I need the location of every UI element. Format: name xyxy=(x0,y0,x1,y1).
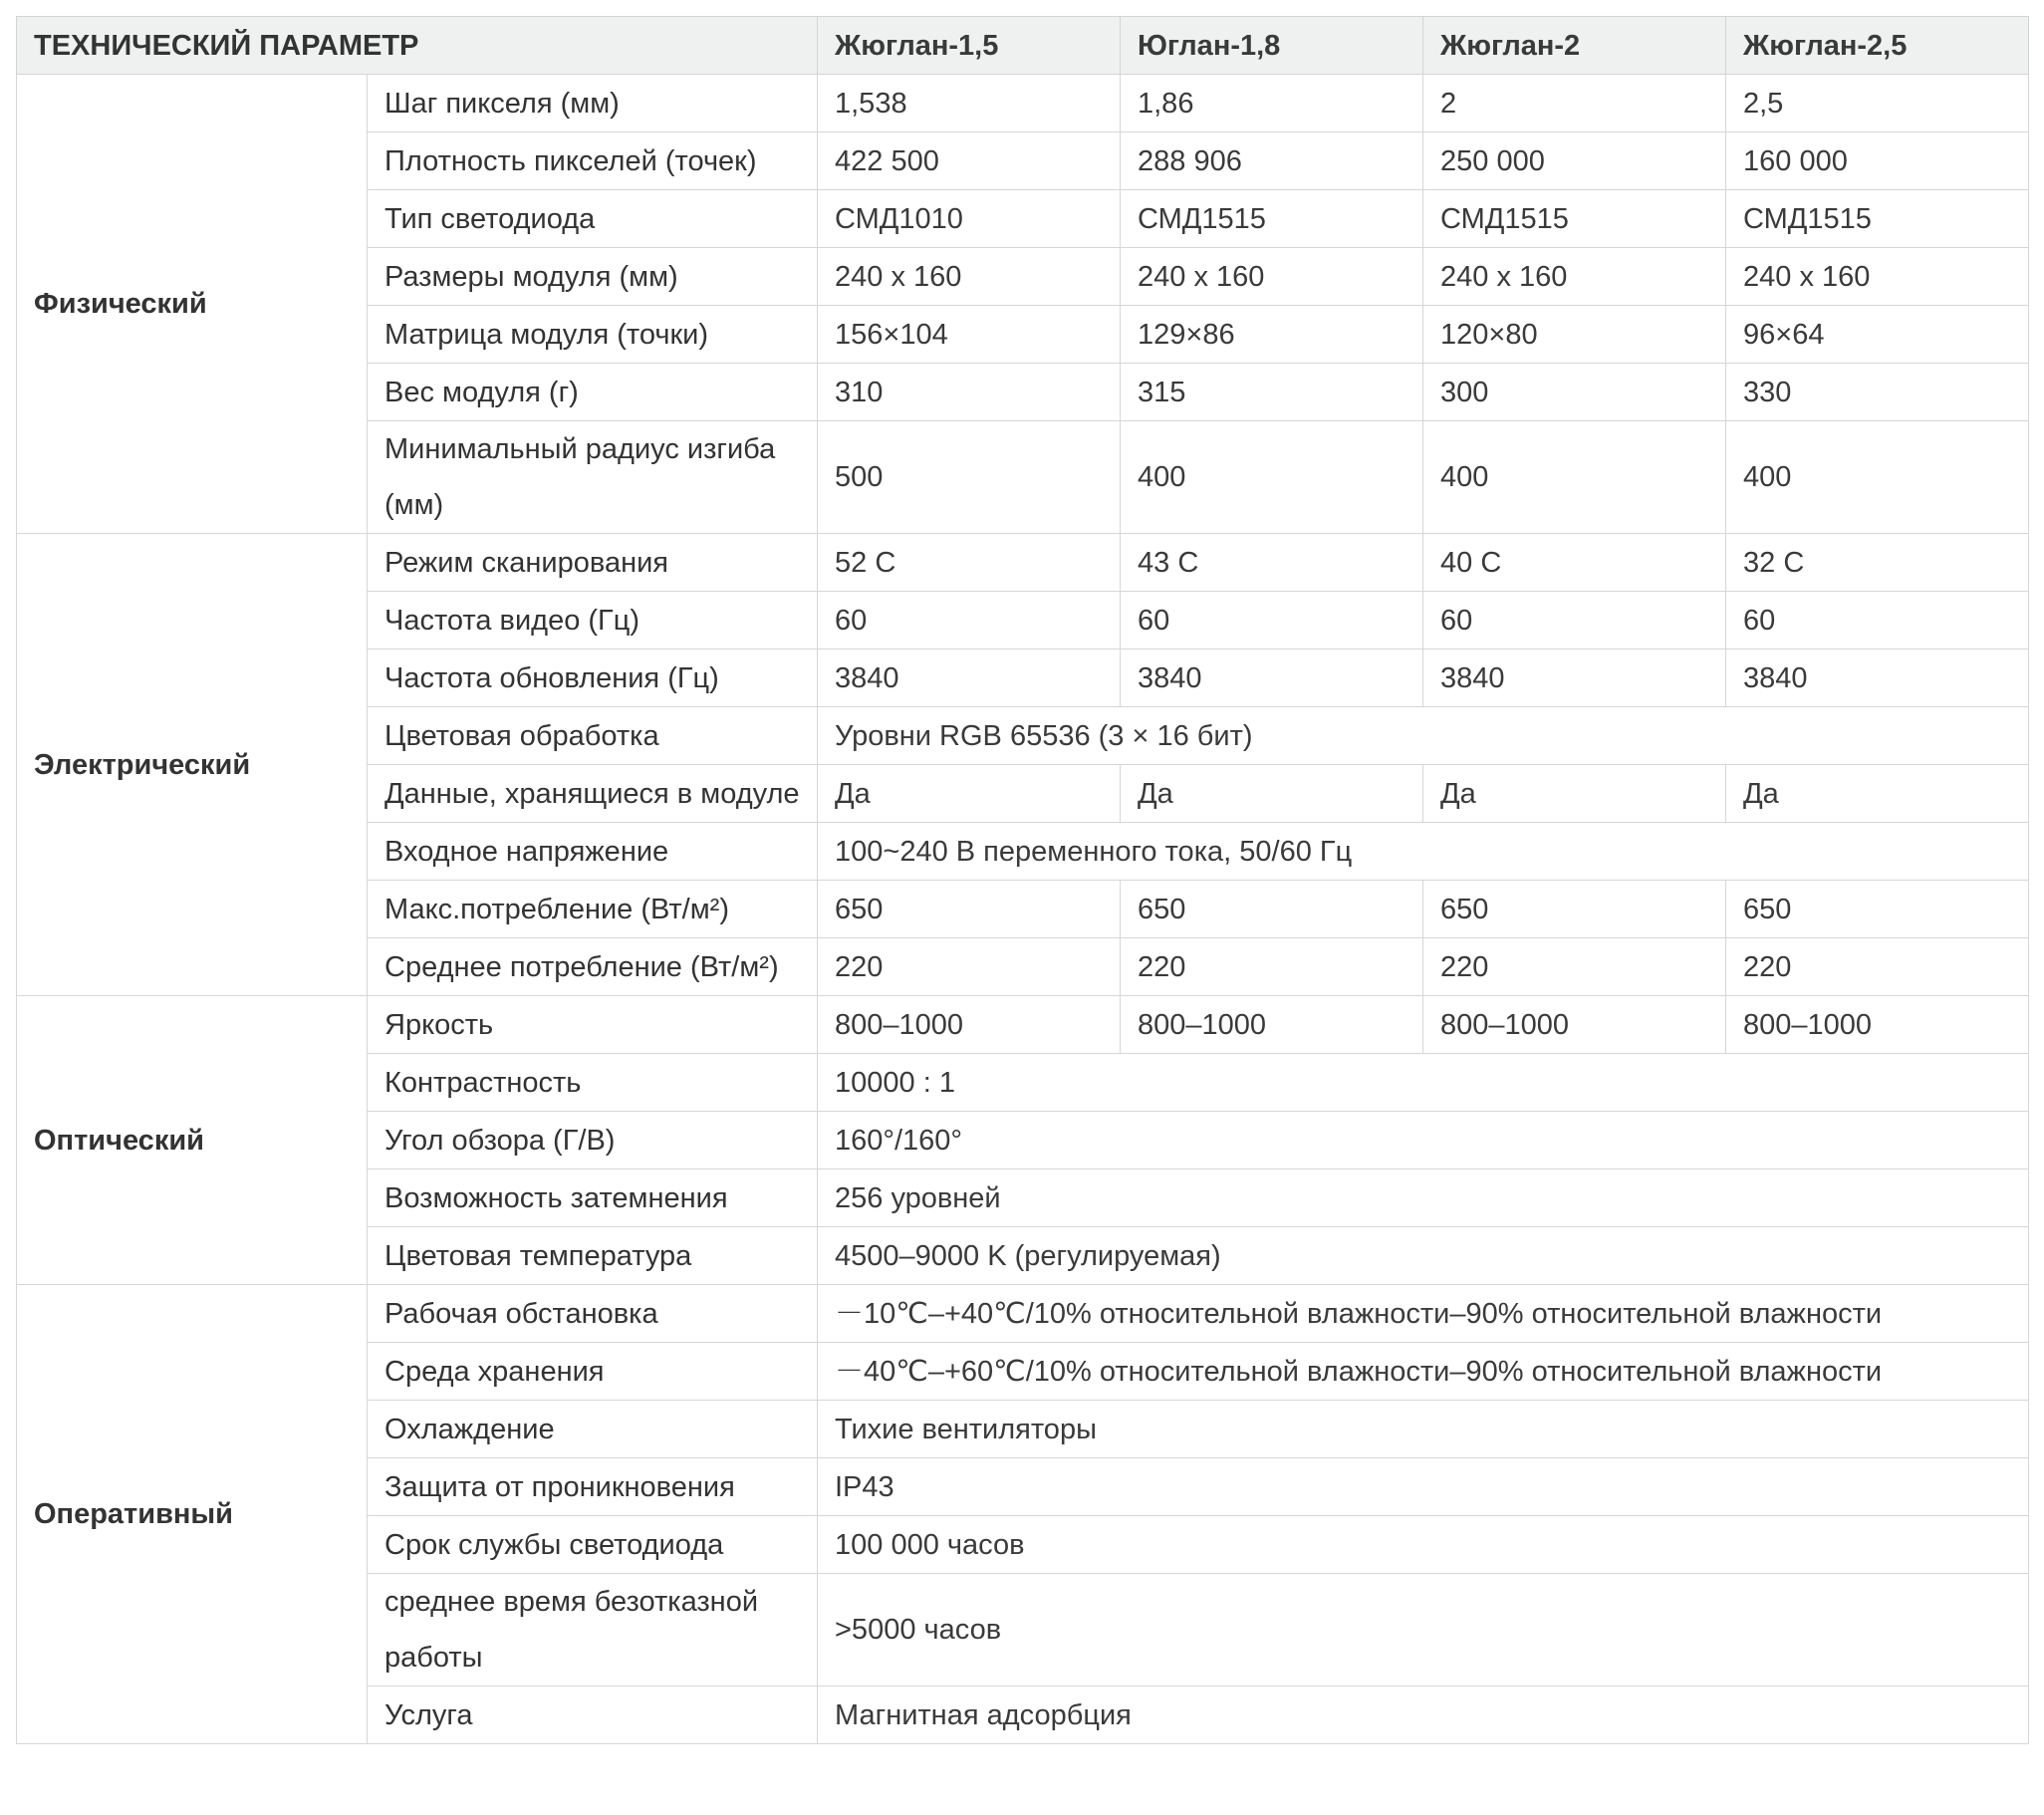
spec-value: 650 xyxy=(1423,881,1726,938)
table-row xyxy=(17,534,2029,592)
spec-value: 3840 xyxy=(1726,649,2029,707)
spec-value: 3840 xyxy=(1423,649,1726,707)
spec-value: 220 xyxy=(1423,938,1726,996)
spec-value: 96×64 xyxy=(1726,306,2029,364)
spec-value: 100~240 В переменного тока, 50/60 Гц xyxy=(818,823,2029,881)
table-row xyxy=(17,75,2029,132)
param-label: Минимальный радиус изгиба (мм) xyxy=(368,421,818,534)
spec-value: СМД1515 xyxy=(1423,190,1726,248)
spec-value: 120×80 xyxy=(1423,306,1726,364)
group-label: Оптический xyxy=(17,996,368,1285)
spec-value: 60 xyxy=(1423,592,1726,649)
spec-value: 256 уровней xyxy=(818,1169,2029,1227)
spec-value: >5000 часов xyxy=(818,1574,2029,1686)
spec-value: 40 С xyxy=(1423,534,1726,592)
param-label: Плотность пикселей (точек) xyxy=(368,132,818,190)
param-label: Защита от проникновения xyxy=(368,1458,818,1516)
spec-value: 10000 : 1 xyxy=(818,1054,2029,1112)
spec-value: 240 x 160 xyxy=(818,248,1121,306)
param-label: Контрастность xyxy=(368,1054,818,1112)
spec-value: 129×86 xyxy=(1121,306,1423,364)
spec-value: 3840 xyxy=(818,649,1121,707)
spec-value: Тихие вентиляторы xyxy=(818,1401,2029,1458)
spec-value: 330 xyxy=(1726,364,2029,421)
param-label: Данные, хранящиеся в модуле xyxy=(368,765,818,823)
spec-value: 240 x 160 xyxy=(1726,248,2029,306)
spec-value: 400 xyxy=(1121,421,1423,534)
spec-value: －10℃–+40℃/10% относительной влажности–90% относительной влажности xyxy=(818,1285,2029,1343)
spec-value: 800–1000 xyxy=(1423,996,1726,1054)
spec-value: 100 000 часов xyxy=(818,1516,2029,1574)
param-label: Частота обновления (Гц) xyxy=(368,649,818,707)
param-header: ТЕХНИЧЕСКИЙ ПАРАМЕТР xyxy=(17,17,818,75)
spec-value: СМД1010 xyxy=(818,190,1121,248)
param-label: Частота видео (Гц) xyxy=(368,592,818,649)
spec-value: 1,86 xyxy=(1121,75,1423,132)
param-label: Услуга xyxy=(368,1686,818,1744)
param-label: Цветовая температура xyxy=(368,1227,818,1285)
spec-value: 310 xyxy=(818,364,1121,421)
spec-value: 220 xyxy=(1121,938,1423,996)
spec-value: 650 xyxy=(818,881,1121,938)
param-label: Макс.потребление (Вт/м²) xyxy=(368,881,818,938)
header-row xyxy=(17,17,2029,75)
spec-value: Да xyxy=(1121,765,1423,823)
spec-value: 60 xyxy=(818,592,1121,649)
spec-value: 3840 xyxy=(1121,649,1423,707)
spec-value: Да xyxy=(818,765,1121,823)
param-label: Шаг пикселя (мм) xyxy=(368,75,818,132)
spec-value: IP43 xyxy=(818,1458,2029,1516)
spec-value: 160°/160° xyxy=(818,1112,2029,1169)
model-header: Жюглан-1,5 xyxy=(818,17,1121,75)
param-label: Размеры модуля (мм) xyxy=(368,248,818,306)
param-label: Матрица модуля (точки) xyxy=(368,306,818,364)
model-header: Юглан-1,8 xyxy=(1121,17,1423,75)
spec-value: 315 xyxy=(1121,364,1423,421)
spec-value: 650 xyxy=(1726,881,2029,938)
spec-value: －40℃–+60℃/10% относительной влажности–90% относительной влажности xyxy=(818,1343,2029,1401)
spec-value: 220 xyxy=(818,938,1121,996)
spec-table-body xyxy=(17,75,2029,1744)
spec-value: 32 С xyxy=(1726,534,2029,592)
spec-value: 400 xyxy=(1726,421,2029,534)
param-label: Цветовая обработка xyxy=(368,707,818,765)
spec-value: Магнитная адсорбция xyxy=(818,1686,2029,1744)
spec-value: 300 xyxy=(1423,364,1726,421)
param-label: Яркость xyxy=(368,996,818,1054)
spec-value: СМД1515 xyxy=(1726,190,2029,248)
spec-value: 288 906 xyxy=(1121,132,1423,190)
spec-value: 500 xyxy=(818,421,1121,534)
spec-value: 400 xyxy=(1423,421,1726,534)
group-label: Оперативный xyxy=(17,1285,368,1744)
spec-value: 2,5 xyxy=(1726,75,2029,132)
spec-value: 422 500 xyxy=(818,132,1121,190)
model-header: Жюглан-2 xyxy=(1423,17,1726,75)
spec-value: 52 С xyxy=(818,534,1121,592)
spec-value: 240 x 160 xyxy=(1423,248,1726,306)
model-header: Жюглан-2,5 xyxy=(1726,17,2029,75)
param-label: Рабочая обстановка xyxy=(368,1285,818,1343)
spec-table-header xyxy=(17,17,2029,75)
param-label: Среда хранения xyxy=(368,1343,818,1401)
spec-value: 650 xyxy=(1121,881,1423,938)
param-label: Охлаждение xyxy=(368,1401,818,1458)
table-row xyxy=(17,1285,2029,1343)
spec-table xyxy=(16,16,2029,1744)
param-label: Возможность затемнения xyxy=(368,1169,818,1227)
spec-value: 220 xyxy=(1726,938,2029,996)
spec-value: 800–1000 xyxy=(1121,996,1423,1054)
spec-value: 160 000 xyxy=(1726,132,2029,190)
spec-value: 1,538 xyxy=(818,75,1121,132)
spec-value: 240 x 160 xyxy=(1121,248,1423,306)
spec-value: 800–1000 xyxy=(818,996,1121,1054)
param-label: Режим сканирования xyxy=(368,534,818,592)
spec-value: Да xyxy=(1726,765,2029,823)
param-label: Среднее потребление (Вт/м²) xyxy=(368,938,818,996)
table-row xyxy=(17,996,2029,1054)
spec-value: 156×104 xyxy=(818,306,1121,364)
group-label: Физический xyxy=(17,75,368,534)
spec-value: 43 С xyxy=(1121,534,1423,592)
spec-value: 60 xyxy=(1121,592,1423,649)
param-label: Вес модуля (г) xyxy=(368,364,818,421)
spec-value: Уровни RGB 65536 (3 × 16 бит) xyxy=(818,707,2029,765)
group-label: Электрический xyxy=(17,534,368,996)
param-label: Срок службы светодиода xyxy=(368,1516,818,1574)
param-label: Тип светодиода xyxy=(368,190,818,248)
param-label: Угол обзора (Г/В) xyxy=(368,1112,818,1169)
param-label: среднее время безотказной работы xyxy=(368,1574,818,1686)
spec-value: 60 xyxy=(1726,592,2029,649)
spec-value: 4500–9000 K (регулируемая) xyxy=(818,1227,2029,1285)
param-label: Входное напряжение xyxy=(368,823,818,881)
spec-value: Да xyxy=(1423,765,1726,823)
spec-value: 800–1000 xyxy=(1726,996,2029,1054)
spec-value: 2 xyxy=(1423,75,1726,132)
spec-value: 250 000 xyxy=(1423,132,1726,190)
spec-value: СМД1515 xyxy=(1121,190,1423,248)
